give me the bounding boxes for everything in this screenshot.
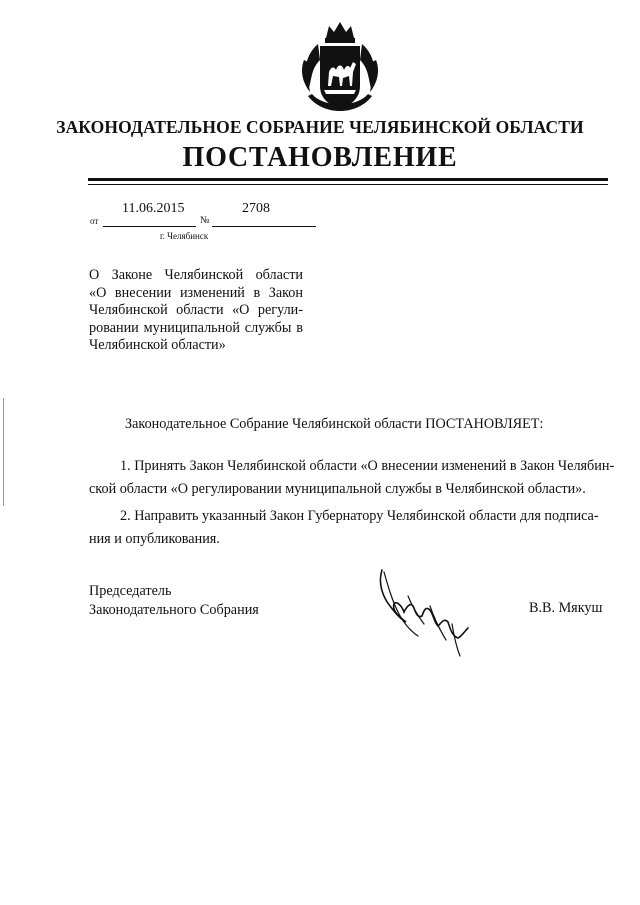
subject-line: ровании муниципальной службы в	[89, 319, 303, 336]
resolution-item-2-continued: ния и опубликования.	[89, 531, 220, 547]
scan-margin-mark	[3, 398, 4, 506]
subject-line: Челябинской области «О регули-	[89, 302, 303, 318]
signatory-name: В.В. Мякуш	[529, 600, 603, 616]
resolution-item-1-continued: ской области «О регулировании муниципальной службы в Челябинской области».	[89, 481, 586, 497]
subject-line: О Законе Челябинской области	[89, 267, 303, 283]
signatory-title-line: Законодательного Собрания	[89, 602, 259, 618]
document-subject	[89, 267, 303, 355]
number-label: №	[200, 215, 210, 226]
subject-line: Челябинской области»	[89, 337, 226, 353]
subject-line: «О внесении изменений в Закон	[89, 284, 303, 301]
document-number: 2708	[242, 201, 270, 216]
handwritten-signature-icon	[368, 566, 474, 660]
document-date: 11.06.2015	[122, 201, 185, 216]
date-label: от	[90, 216, 99, 226]
organization-title: ЗАКОНОДАТЕЛЬНОЕ СОБРАНИЕ ЧЕЛЯБИНСКОЙ ОБЛАСТИ	[56, 117, 584, 137]
city-label: г. Челябинск	[160, 231, 209, 241]
preamble: Законодательное Собрание Челябинской области ПОСТАНОВЛЯЕТ:	[125, 416, 544, 432]
header-rule-thick	[88, 178, 608, 181]
date-underline	[103, 226, 196, 227]
header-rule-thin	[88, 184, 608, 185]
signatory-title	[89, 582, 259, 620]
resolution-item-2: 2. Направить указанный Закон Губернатору Челябинской области для подписа-	[120, 508, 599, 524]
number-underline	[212, 226, 316, 227]
document-type-title: ПОСТАНОВЛЕНИЕ	[182, 142, 458, 173]
signatory-title-line: Председатель	[89, 583, 172, 599]
chelyabinsk-coat-of-arms-icon	[298, 20, 382, 122]
resolution-item-1: 1. Принять Закон Челябинской области «О внесении изменений в Закон Челябин-	[120, 458, 615, 474]
